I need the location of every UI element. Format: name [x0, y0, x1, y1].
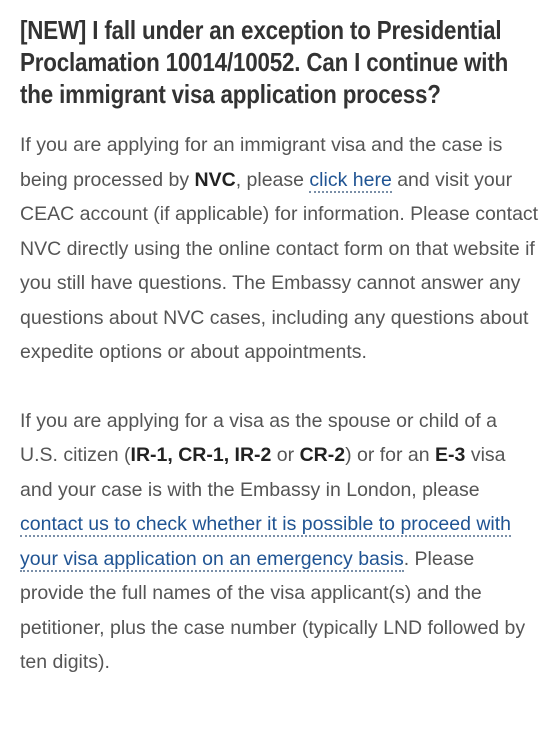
text-segment: ) or for an — [345, 444, 436, 466]
visa-class-bold-text: E-3 — [435, 444, 466, 466]
answer-paragraph-nvc — [20, 128, 540, 370]
text-segment: and visit your CEAC account (if applicable) for information. Please contact NVC directly using the online contact form on that website if you still have questions. The Embassy cannot answer any questions about NVC cases, including any questions about expedite options or about appointments. — [20, 168, 539, 363]
faq-question-title: [NEW] I fall under an exception to Presidential Proclamation 10014/10052. Can I continue with the immigrant visa application process? — [20, 15, 509, 109]
text-segment: . Please provide the full names of the visa applicant(s) and the petitioner, plus the case number (typically LND followed by ten digits). — [20, 547, 526, 673]
text-segment: , please — [235, 168, 310, 191]
text-segment: or — [271, 444, 300, 466]
text-segment: If you are applying for a visa as the spouse or child of a U.S. citizen ( — [20, 409, 497, 466]
visa-class-bold-text: CR-2 — [299, 444, 346, 466]
visa-class-bold-text: IR-1, CR-1, IR-2 — [130, 444, 272, 466]
answer-paragraph-spouse-child — [20, 404, 540, 680]
contact-us-emergency-link[interactable]: contact us to check whether it is possible to proceed with your visa application on an emergency basis — [20, 513, 512, 570]
click-here-link[interactable]: click here — [309, 168, 392, 191]
nvc-bold-text: NVC — [194, 168, 236, 191]
text-segment: visa and your case is with the Embassy in London, please — [20, 444, 506, 501]
text-segment: If you are applying for an immigrant visa and the case is being processed by — [20, 134, 503, 191]
